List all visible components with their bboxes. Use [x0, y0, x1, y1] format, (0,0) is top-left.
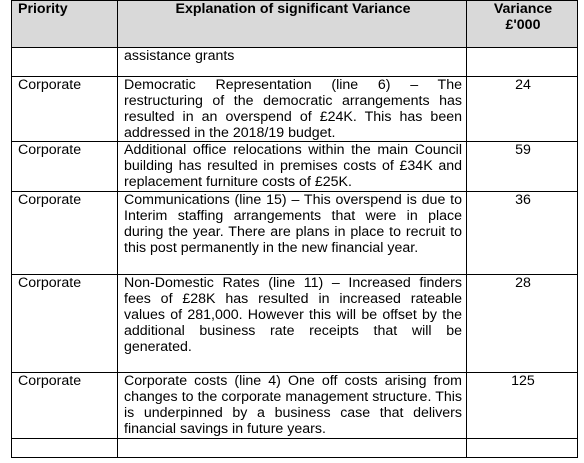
- variance-cell: 24: [467, 77, 578, 142]
- table-row-continuation: [12, 48, 578, 77]
- variance-cell: 59: [467, 142, 578, 192]
- priority-cell: Corporate: [12, 142, 118, 192]
- explanation-cell: Democratic Representation (line 6) – The restructuring of the democratic arrangements has resulted in an overspend of £24K. This has been addressed in the 2018/19 budget.: [118, 77, 467, 142]
- priority-cell: Corporate: [12, 275, 118, 373]
- table-row: [12, 192, 578, 275]
- variance-cell: 36: [467, 192, 578, 275]
- header-variance-line1: Variance: [493, 1, 553, 17]
- table-header-row: [12, 1, 578, 48]
- variance-cell: 28: [467, 275, 578, 373]
- variance-cell: 125: [467, 373, 578, 439]
- explanation-cell: Corporate costs (line 4) One off costs arising from changes to the corporate management structure. This is underpinned by a business case that delivers financial savings in future years.: [118, 373, 467, 439]
- header-variance-line2: £'000: [505, 17, 541, 33]
- priority-cell: Corporate: [12, 192, 118, 275]
- header-explanation: Explanation of significant Variance: [118, 1, 467, 48]
- explanation-cell: Additional office relocations within the main Council building has resulted in premises costs of £34K and replacement furniture costs of £25K.: [118, 142, 467, 192]
- header-priority: Priority: [12, 1, 118, 48]
- table-row: [12, 142, 578, 192]
- table-row: [12, 275, 578, 373]
- table-row: [12, 77, 578, 142]
- table-row-cut-off: [12, 439, 578, 458]
- explanation-cell: Non-Domestic Rates (line 11) – Increased finders fees of £28K has resulted in increased rateable values of 281,000. However this will be offset by the additional business rate receipts that will be generated.: [118, 275, 467, 373]
- explanation-cell: [118, 439, 467, 458]
- variance-table: [11, 0, 578, 458]
- priority-cell: Corporate: [12, 77, 118, 142]
- table-row: [12, 373, 578, 439]
- priority-cell: Corporate: [12, 373, 118, 439]
- header-variance: [467, 1, 578, 48]
- priority-cell: [12, 439, 118, 458]
- variance-cell: [467, 439, 578, 458]
- explanation-cell: assistance grants: [118, 48, 467, 77]
- explanation-cell: Communications (line 15) – This overspend is due to Interim staffing arrangements that were in place during the year. There are plans in place to recruit to this post permanently in the new financial year.: [118, 192, 467, 275]
- priority-cell: [12, 48, 118, 77]
- variance-cell: [467, 48, 578, 77]
